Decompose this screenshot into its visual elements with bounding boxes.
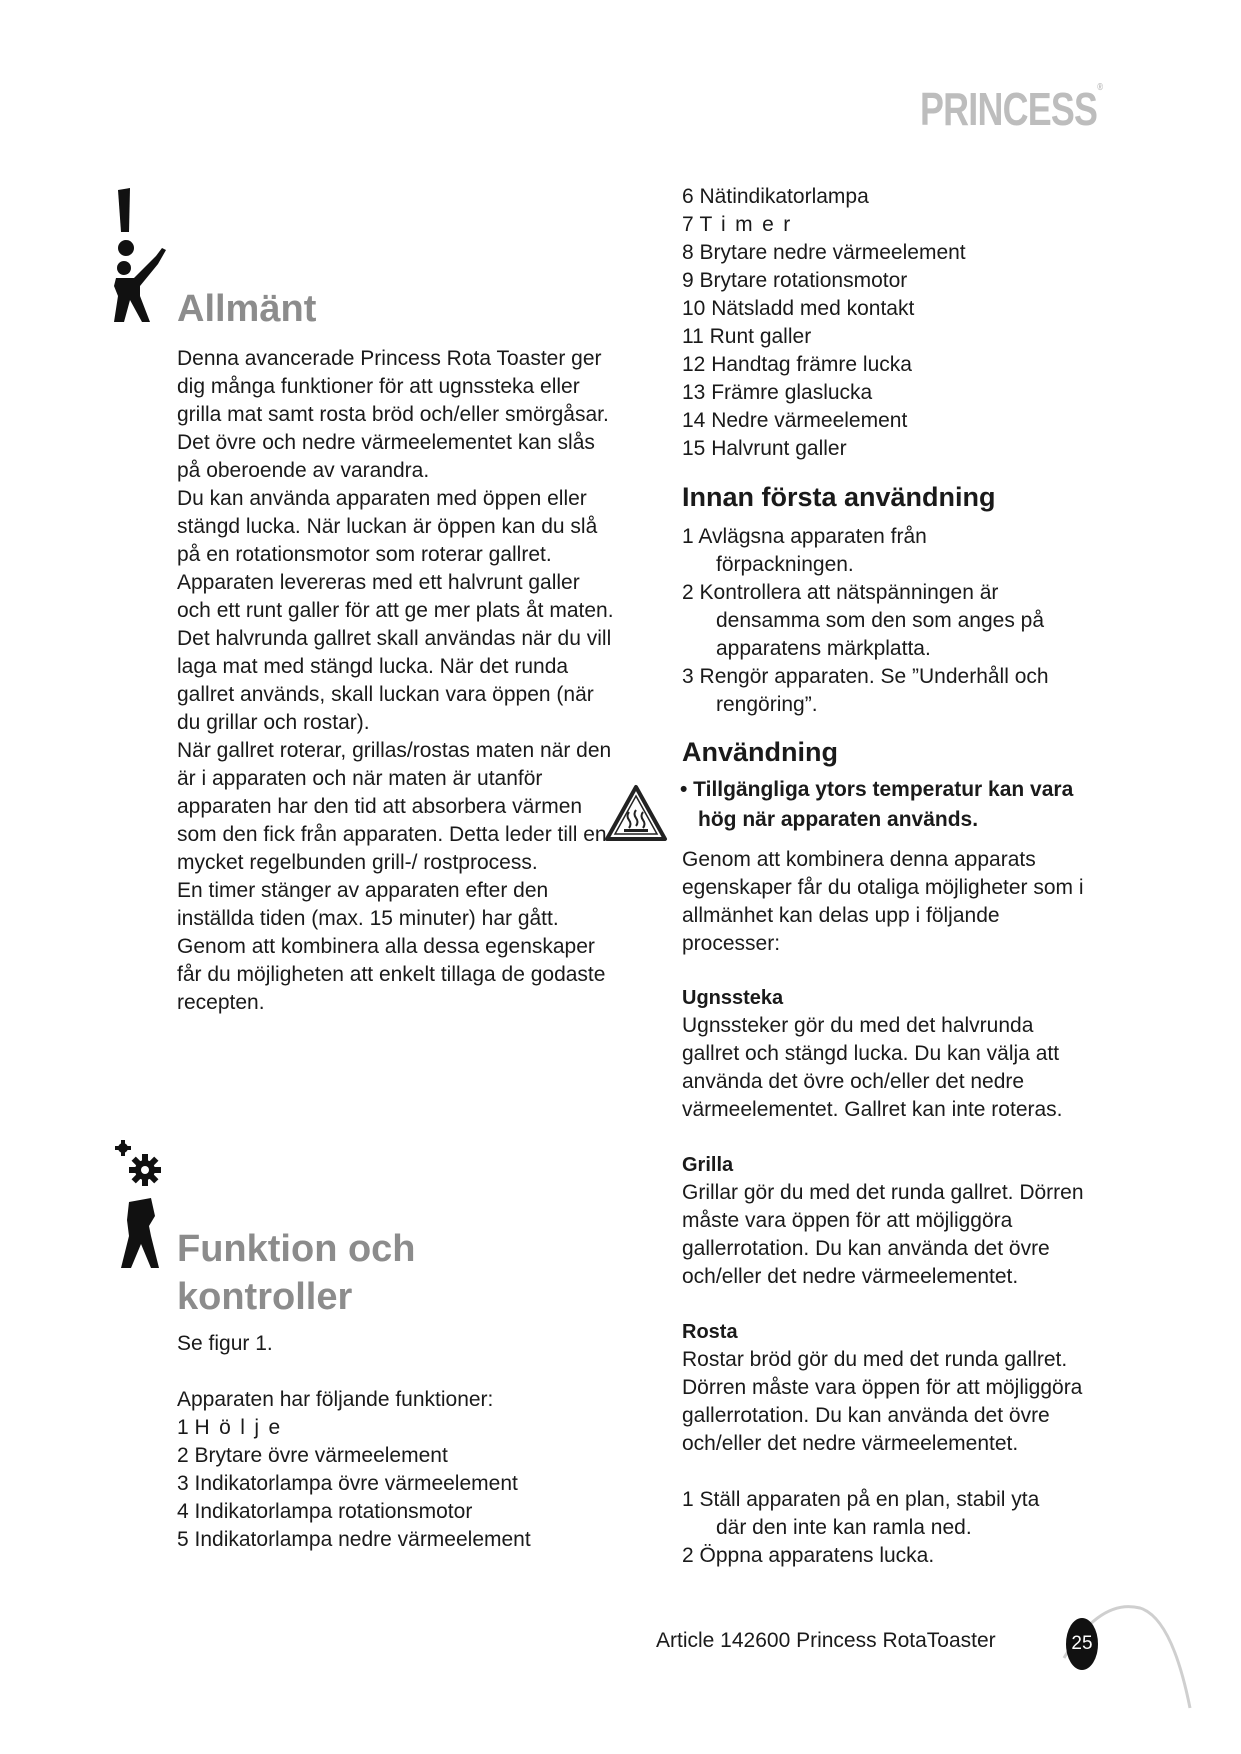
step-number: 2 — [682, 1544, 694, 1567]
function-item-label: Timer — [699, 213, 800, 236]
see-figure-text: Se figur 1. — [177, 1332, 273, 1355]
anvandning-intro — [682, 846, 1102, 958]
step-text: Kontrollera att nätspänningen är — [699, 581, 999, 604]
function-list-item: 4 Indikatorlampa rotationsmotor — [177, 1500, 473, 1523]
usage-step — [682, 1542, 1132, 1570]
innan-step — [682, 663, 1132, 719]
innan-step — [682, 523, 1132, 579]
funktion-body — [177, 1330, 617, 1554]
function-list-item: 12 Handtag främre lucka — [682, 353, 912, 376]
page-number: 25 — [1066, 1618, 1098, 1670]
warning-text-cont: hög när apparaten används. — [698, 808, 979, 831]
function-list-continued — [682, 183, 1122, 463]
allmant-paragraph: Genom att kombinera alla dessa egenskaper får du möjligheten att enkelt tillaga de godaste recepten. — [177, 935, 606, 1014]
exclamation-figure-icon — [110, 186, 172, 326]
step-number: 1 — [682, 1488, 694, 1511]
step-number: 2 — [682, 581, 694, 604]
section-title-anvandning: Användning — [682, 737, 838, 767]
innan-steps — [682, 523, 1132, 719]
allmant-paragraph: Apparaten levereras med ett halvrunt galler och ett runt galler för att ge mer plats åt maten. Det halvrunda gallret skall användas när du vill laga mat med stängd lucka. När det runda gallret används, skall luckan vara öppen (när du grillar och rostar). — [177, 571, 614, 734]
allmant-paragraph: En timer stänger av apparaten efter den inställda tiden (max. 15 minuter) har gått. — [177, 879, 559, 930]
section-title-allmant: Allmänt — [177, 288, 317, 330]
step-number: 3 — [682, 665, 694, 688]
function-list-item: 15 Halvrunt galler — [682, 437, 847, 460]
step-text: Öppna apparatens lucka. — [699, 1544, 935, 1567]
allmant-paragraph: När gallret roterar, grillas/rostas maten när den är i apparaten och när maten är utanför apparaten har den tid att absorbera värmen som den fick från apparaten. Detta leder till en mycket regelbunden grill-/ rostprocess. — [177, 739, 612, 874]
step-text: Ställ apparaten på en plan, stabil yta — [699, 1488, 1040, 1511]
rosta-text: Rostar bröd gör du med det runda gallret. Dörren måste vara öppen för att möjliggöra gallerrotation. Du kan använda det övre och/eller det nedre värmeelementet. — [682, 1348, 1083, 1455]
brand-registered-mark: ® — [1097, 82, 1103, 93]
ugnssteka-text: Ugnssteker gör du med det halvrunda gallret och stängd lucka. Du kan välja att använda det övre och/eller det nedre värmeelementet. Gallret kan inte roteras. — [682, 1014, 1063, 1121]
funktion-intro: Apparaten har följande funktioner: — [177, 1388, 494, 1411]
usage-step — [682, 1486, 1132, 1542]
rosta-body — [682, 1346, 1107, 1458]
function-list-item: 3 Indikatorlampa övre värmeelement — [177, 1472, 518, 1495]
step-text-cont: där den inte kan ramla ned. — [716, 1516, 972, 1539]
warning-text: • Tillgängliga ytors temperatur kan vara — [680, 778, 1074, 801]
function-list-item: 8 Brytare nedre värmeelement — [682, 241, 966, 264]
step-text-cont: densamma som den som anges på — [716, 609, 1045, 632]
subhead-ugnssteka: Ugnssteka — [682, 987, 784, 1009]
brand-logo-text: PRINCESS — [920, 83, 1098, 135]
subhead-rosta: Rosta — [682, 1321, 738, 1343]
function-list-item: 2 Brytare övre värmeelement — [177, 1444, 448, 1467]
function-list-item: 9 Brytare rotationsmotor — [682, 269, 908, 292]
function-list-item: 5 Indikatorlampa nedre värmeelement — [177, 1528, 531, 1551]
step-text-cont: apparatens märkplatta. — [716, 637, 931, 660]
subhead-grilla: Grilla — [682, 1154, 734, 1176]
step-text: Avlägsna apparaten från — [698, 525, 927, 548]
function-item-number: 1 — [177, 1416, 189, 1439]
function-list-item: 11 Runt galler — [682, 325, 812, 348]
function-list-item: 14 Nedre värmeelement — [682, 409, 908, 432]
function-list-item — [682, 211, 1122, 239]
allmant-paragraph: Du kan använda apparaten med öppen eller stängd lucka. När luckan är öppen kan du slå på en rotationsmotor som roterar gallret. — [177, 487, 598, 566]
function-list-item: 6 Nätindikatorlampa — [682, 185, 869, 208]
grilla-text: Grillar gör du med det runda gallret. Dörren måste vara öppen för att möjliggöra gallerrotation. Du kan använda det övre och/eller det nedre värmeelementet. — [682, 1181, 1084, 1288]
step-text-cont: förpackningen. — [716, 553, 854, 576]
section-title-funktion — [177, 1225, 416, 1321]
hot-surface-warning — [680, 775, 1140, 835]
step-number: 1 — [682, 525, 694, 548]
funktion-title-line-2: kontroller — [177, 1276, 353, 1318]
function-list-item: 13 Främre glaslucka — [682, 381, 873, 404]
allmant-paragraph: Denna avancerade Princess Rota Toaster ger dig många funktioner för att ugnssteka eller grilla mat samt rosta bröd och/eller smörgåsar. — [177, 347, 609, 426]
gear-figure-icon — [115, 1140, 175, 1270]
step-text-cont: rengöring”. — [716, 693, 818, 716]
funktion-title-line-1: Funktion och — [177, 1228, 416, 1270]
allmant-paragraph: Det övre och nedre värmeelementet kan slås på oberoende av varandra. — [177, 431, 595, 482]
anvandning-steps — [682, 1486, 1132, 1570]
section-title-innan: Innan första användning — [682, 482, 996, 512]
brand-logo — [920, 82, 1102, 136]
function-list-item — [177, 1414, 617, 1442]
ugnssteka-body — [682, 1012, 1094, 1124]
function-item-number: 7 — [682, 213, 694, 236]
footer-article: Article 142600 Princess RotaToaster — [656, 1629, 996, 1652]
grilla-body — [682, 1179, 1107, 1291]
allmant-body — [177, 345, 617, 1017]
innan-step — [682, 579, 1132, 663]
step-text: Rengör apparaten. Se ”Underhåll och — [699, 665, 1049, 688]
anvandning-intro-text: Genom att kombinera denna apparats egenskaper får du otaliga möjligheter som i allmänhet kan delas upp i följande processer: — [682, 848, 1084, 955]
function-list-item: 10 Nätsladd med kontakt — [682, 297, 915, 320]
hot-surface-warning-icon — [604, 784, 668, 842]
function-item-label: Hölje — [194, 1416, 290, 1439]
